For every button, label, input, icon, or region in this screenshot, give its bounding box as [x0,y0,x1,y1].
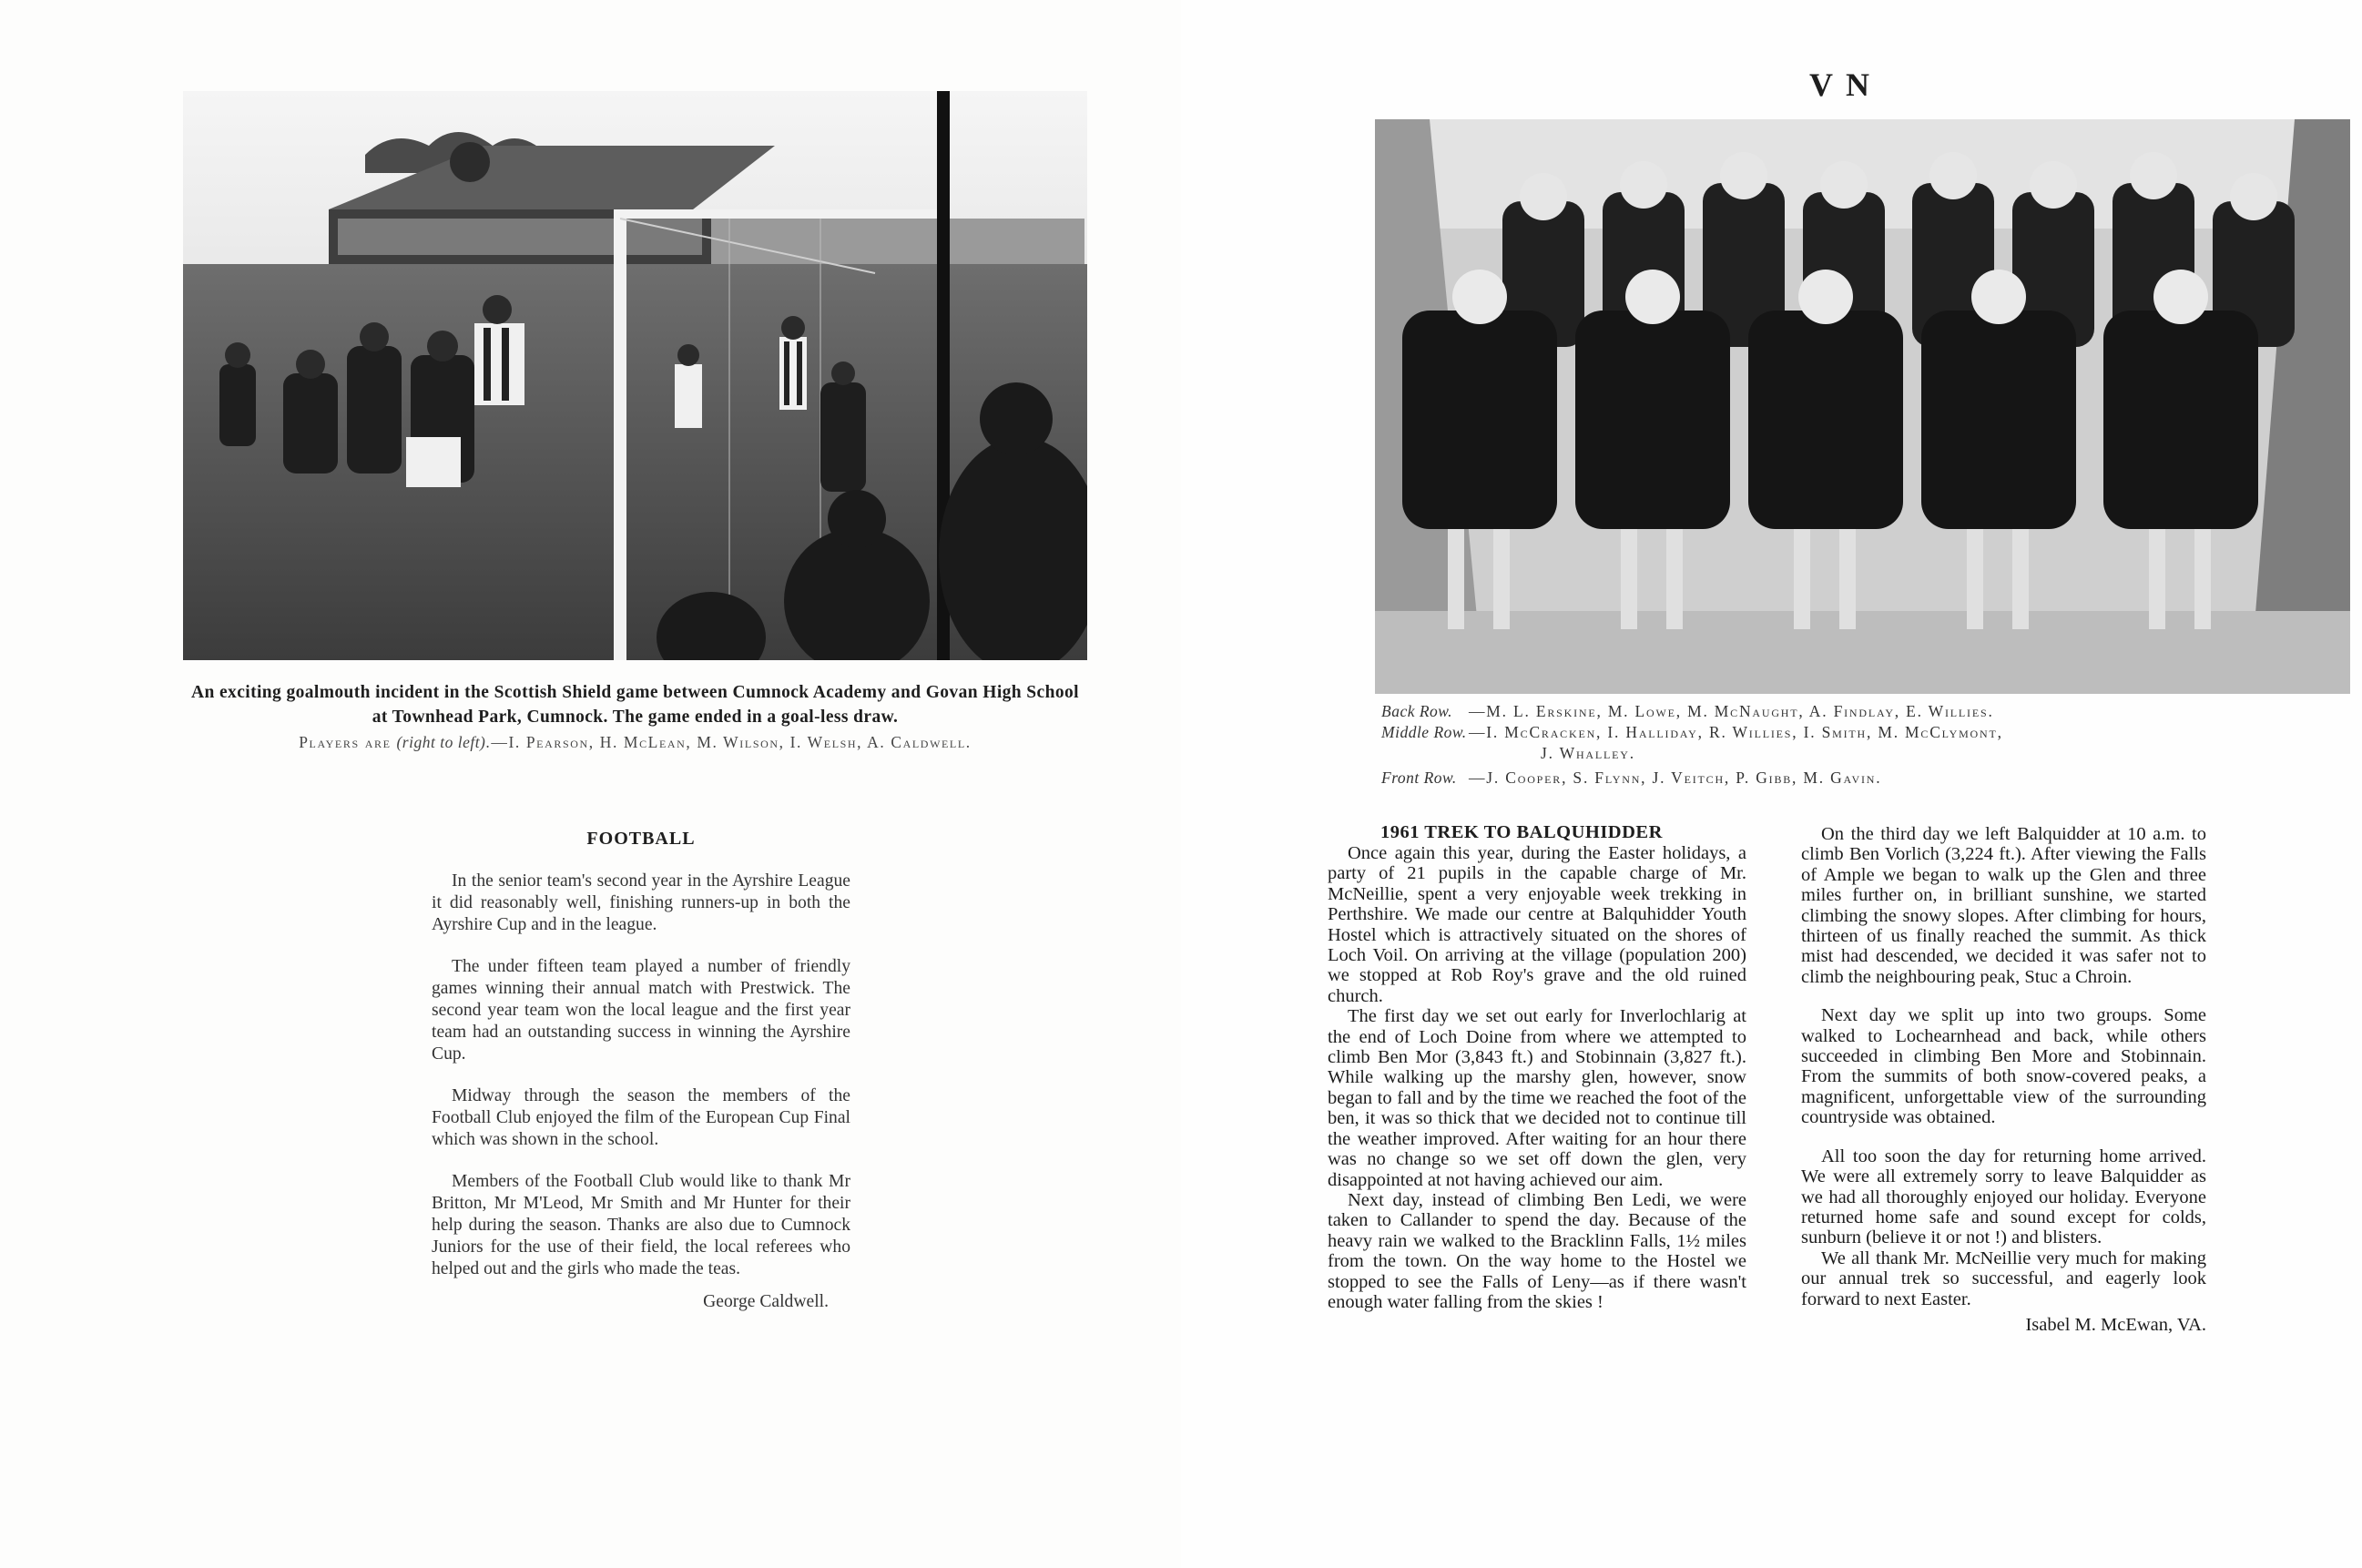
group-photo-rows [1381,701,2319,789]
players-direction: (right to left) [396,733,486,751]
trek-paragraph: We all thank Mr. McNeillie very much for making our annual trek so successful, and eagerly look forward to next Easter. [1801,1247,2206,1309]
trek-paragraph: All too soon the day for returning home arrived. We were all extremely sorry to leave Balquidder as we had all thoroughly enjoyed our holiday. Everyone returned home safe and sound except for colds, sunburn (believe it or not !) and blisters. [1801,1145,2206,1248]
trek-paragraph: Next day we split up into two groups. Some walked to Lochearnhead and back, while others succeeded in climbing Ben More and Stobinnain. From the summits of both snow-covered peaks, a magnificent, unforgettable view of the surrounding countryside was obtained. [1801,1005,2206,1128]
row-label: Front Row. [1381,769,1457,788]
back-row-line [1381,701,2319,722]
trek-column-2 [1801,824,2206,1353]
row-names: J. Whalley. [1541,744,1635,763]
trek-paragraph: On the third day we left Balquidder at 10 a.m. to climb Ben Vorlich (3,224 ft.). After viewing the Falls of Ample we began to walk up the Glen and three miles further on, in brilliant sunshine, we started climbing the snowy slopes. After climbing for hours, thirteen of us finally reached the summit. As thick mist had descended, we decided it was safer not to climb the neighbouring peak, Stuc a Chroin. [1801,824,2206,987]
row-label: Middle Row. [1381,723,1467,742]
trek-paragraph: The first day we set out early for Inverlochlarig at the end of Loch Doine from where we attempted to climb Ben Mor (3,843 ft.) and Stobinnain (3,827 ft.). While walking up the marshy glen, however, snow began to fall and by the time we reached the foot of the ben, it was so thick that we decided not to continue till the weather improved. After waiting for an hour there was no change so we set off down the glen, very disappointed at not having achieved our aim. [1328,1006,1746,1190]
row-names: —M. L. Erskine, M. Lowe, M. McNaught, A. Findlay, E. Willies. [1469,702,1994,720]
page-header: VN [1809,66,1882,103]
trek-article-title: 1961 TREK TO BALQUHIDDER [1380,822,1663,842]
players-prefix: Players are [299,733,392,751]
trek-paragraph: Once again this year, during the Easter holidays, a party of 21 pupils in the capable charge of Mr. McNeillie, spent a very enjoyable week trekking in Perthshire. We made our centre at Balquhidder Youth Hostel which is attractively situated on the shores of Loch Voil. On arriving at the village (population 200) we stopped at Rob Roy's grave and the old ruined church. [1328,843,1746,1006]
football-paragraph: The under fifteen team played a number of friendly games winning their annual match with Prestwick. The second year team won the local league and the first year team had an outstanding success in winning the Ayrshire Cup. [432,957,850,1064]
middle-row-continuation [1381,743,2319,764]
football-paragraph: In the senior team's second year in the Ayrshire League it did reasonably well, finishing runners-up in both the Ayrshire Cup and in the league. [432,871,850,934]
football-paragraph: Members of the Football Club would like to thank Mr Britton, Mr M'Leod, Mr Smith and Mr Hunter for their help during the season. Thanks are also due to Cumnock Juniors for the use of their field, the local referees who helped out and the girls who made the teas. [432,1172,850,1278]
football-match-photo [183,91,1087,660]
football-scene-illustration [183,91,1087,660]
row-names: —I. McCracken, I. Halliday, R. Willies, I. Smith, M. McClymont, [1469,723,2003,742]
trek-paragraph: Next day, instead of climbing Ben Ledi, we were taken to Callander to spend the day. Because of the heavy rain we walked to the Bracklinn Falls, 1½ miles from the town. On the way home to the Hostel we stopped to see the Falls of Leny—as if there wasn't enough water falling from the skies ! [1328,1189,1746,1312]
football-article-body [432,871,850,1333]
right-page [1181,0,2362,1568]
group-photo-illustration [1375,119,2350,694]
football-paragraph: Midway through the season the members of the Football Club enjoyed the film of the European Cup Final which was shown in the school. [432,1086,850,1149]
football-article-title: FOOTBALL [586,829,696,849]
group-photo [1375,119,2350,694]
football-photo-caption: An exciting goalmouth incident in the Scottish Shield game between Cumnock Academy and Govan High School at Townhead Park, Cumnock. The game ended in a goal-less draw. [191,683,1079,728]
trek-signature: Isabel M. McEwan, VA. [2025,1314,2206,1335]
football-players-line [183,731,1087,754]
row-names: —J. Cooper, S. Flynn, J. Veitch, P. Gibb, M. Gavin. [1469,769,1882,788]
row-label: Back Row. [1381,702,1453,720]
trek-column-1 [1328,843,1746,1312]
middle-row-line [1381,722,2319,743]
players-names: .—I. Pearson, H. McLean, M. Wilson, I. Welsh, A. Caldwell. [485,733,972,751]
front-row-line [1381,768,2319,789]
football-signature: George Caldwell. [703,1292,829,1311]
